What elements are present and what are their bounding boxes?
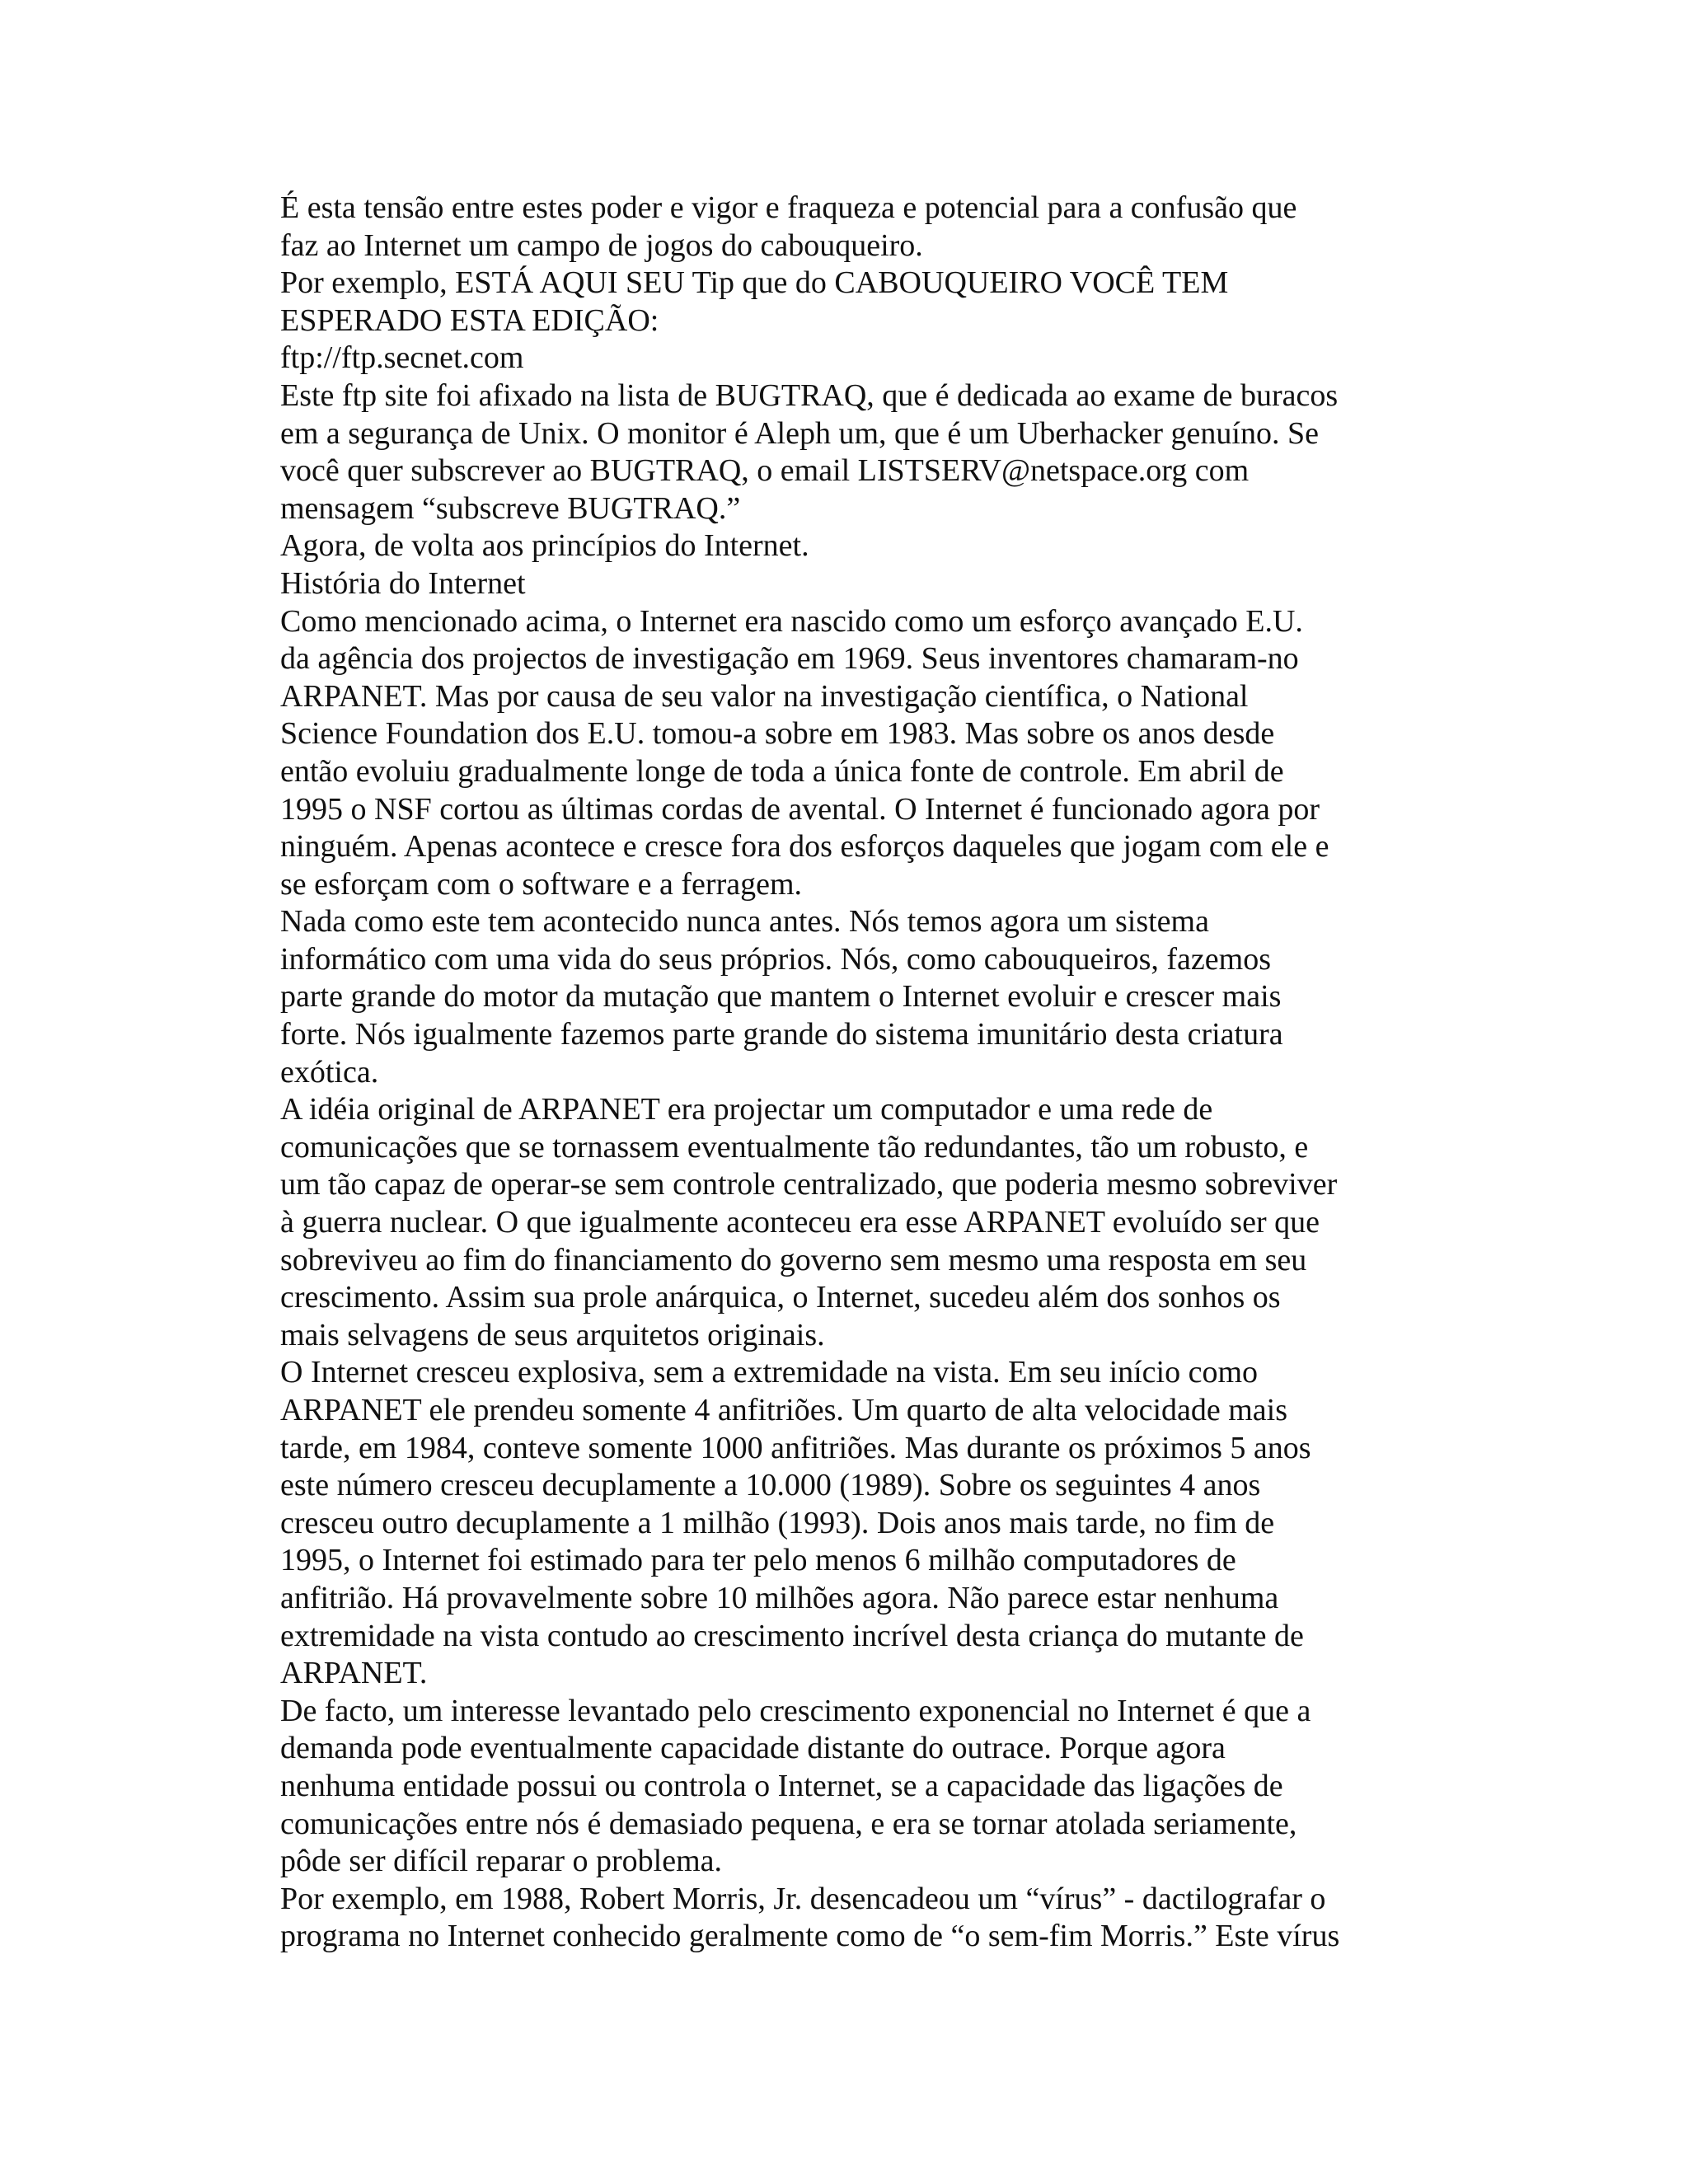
- text-line: A idéia original de ARPANET era projectar um computador e uma rede de: [280, 1092, 1213, 1127]
- text-line: O Internet cresceu explosiva, sem a extremidade na vista. Em seu início como: [280, 1355, 1259, 1390]
- text-line: demanda pode eventualmente capacidade distante do outrace. Porque agora: [280, 1731, 1226, 1766]
- text-line: De facto, um interesse levantado pelo crescimento exponencial no Internet é que a: [280, 1693, 1311, 1728]
- text-line: exótica.: [280, 1054, 379, 1090]
- text-line: então evoluiu gradualmente longe de toda a única fonte de controle. Em abril de: [280, 753, 1284, 789]
- text-line: É esta tensão entre estes poder e vigor e fraqueza e potencial para a confusão que: [280, 190, 1297, 225]
- text-line: comunicações entre nós é demasiado pequena, e era se tornar atolada seriamente,: [280, 1806, 1297, 1841]
- text-line: informático com uma vida do seus próprios. Nós, como cabouqueiros, fazemos: [280, 941, 1271, 977]
- text-line: faz ao Internet um campo de jogos do cabouqueiro.: [280, 227, 923, 263]
- text-line: cresceu outro decuplamente a 1 milhão (1993). Dois anos mais tarde, no fim de: [280, 1505, 1275, 1540]
- text-line: nenhuma entidade possui ou controla o Internet, se a capacidade das ligações de: [280, 1768, 1283, 1803]
- text-line: sobreviveu ao fim do financiamento do governo sem mesmo uma resposta em seu: [280, 1242, 1307, 1277]
- text-line: ARPANET. Mas por causa de seu valor na investigação científica, o National: [280, 678, 1249, 714]
- text-line: crescimento. Assim sua prole anárquica, o Internet, sucedeu além dos sonhos os: [280, 1280, 1281, 1315]
- text-line: História do Internet: [280, 565, 526, 601]
- text-line: extremidade na vista contudo ao crescimento incrível desta criança do mutante de: [280, 1618, 1304, 1653]
- text-line: ESPERADO ESTA EDIÇÃO:: [280, 302, 659, 338]
- text-line: Agora, de volta aos princípios do Internet.: [280, 528, 809, 564]
- text-line: mensagem “subscreve BUGTRAQ.”: [280, 490, 741, 526]
- text-line: este número cresceu decuplamente a 10.000 (1989). Sobre os seguintes 4 anos: [280, 1468, 1261, 1503]
- text-line: Como mencionado acima, o Internet era nascido como um esforço avançado E.U.: [280, 603, 1303, 639]
- text-line: 1995, o Internet foi estimado para ter pelo menos 6 milhão computadores de: [280, 1543, 1236, 1578]
- text-line: 1995 o NSF cortou as últimas cordas de avental. O Internet é funcionado agora por: [280, 791, 1320, 827]
- text-line: programa no Internet conhecido geralmente como de “o sem-fim Morris.” Este vírus: [280, 1919, 1340, 1954]
- text-line: um tão capaz de operar-se sem controle centralizado, que poderia mesmo sobreviver: [280, 1167, 1338, 1202]
- text-line: comunicações que se tornassem eventualmente tão redundantes, tão um robusto, e: [280, 1129, 1309, 1165]
- text-line: você quer subscrever ao BUGTRAQ, o email LISTSERV@netspace.org com: [280, 453, 1250, 489]
- text-line: à guerra nuclear. O que igualmente aconteceu era esse ARPANET evoluído ser que: [280, 1205, 1320, 1240]
- text-line: ARPANET.: [280, 1656, 428, 1691]
- text-line: tarde, em 1984, conteve somente 1000 anfitriões. Mas durante os próximos 5 anos: [280, 1430, 1311, 1465]
- text-line: mais selvagens de seus arquitetos originais.: [280, 1317, 825, 1352]
- text-line: em a segurança de Unix. O monitor é Aleph um, que é um Uberhacker genuíno. Se: [280, 415, 1319, 451]
- text-line: se esforçam com o software e a ferragem.: [280, 866, 803, 902]
- text-line: ftp://ftp.secnet.com: [280, 340, 524, 376]
- text-line: Science Foundation dos E.U. tomou-a sobre em 1983. Mas sobre os anos desde: [280, 716, 1275, 752]
- text-line: da agência dos projectos de investigação em 1969. Seus inventores chamaram-no: [280, 641, 1299, 677]
- body-text: [280, 190, 1434, 1956]
- text-line: Por exemplo, ESTÁ AQUI SEU Tip que do CABOUQUEIRO VOCÊ TEM: [280, 265, 1229, 301]
- text-line: anfitrião. Há provavelmente sobre 10 milhões agora. Não parece estar nenhuma: [280, 1580, 1279, 1615]
- text-line: parte grande do motor da mutação que mantem o Internet evoluir e crescer mais: [280, 979, 1282, 1015]
- text-line: Por exemplo, em 1988, Robert Morris, Jr. desencadeou um “vírus” - dactilografar o: [280, 1881, 1326, 1916]
- text-line: ninguém. Apenas acontece e cresce fora dos esforços daqueles que jogam com ele e: [280, 829, 1329, 865]
- text-line: forte. Nós igualmente fazemos parte grande do sistema imunitário desta criatura: [280, 1017, 1283, 1052]
- text-line: Nada como este tem acontecido nunca antes. Nós temos agora um sistema: [280, 904, 1209, 940]
- text-line: pôde ser difícil reparar o problema.: [280, 1844, 722, 1879]
- text-line: Este ftp site foi afixado na lista de BUGTRAQ, que é dedicada ao exame de buracos: [280, 377, 1339, 413]
- text-line: ARPANET ele prendeu somente 4 anfitriões. Um quarto de alta velocidade mais: [280, 1393, 1288, 1427]
